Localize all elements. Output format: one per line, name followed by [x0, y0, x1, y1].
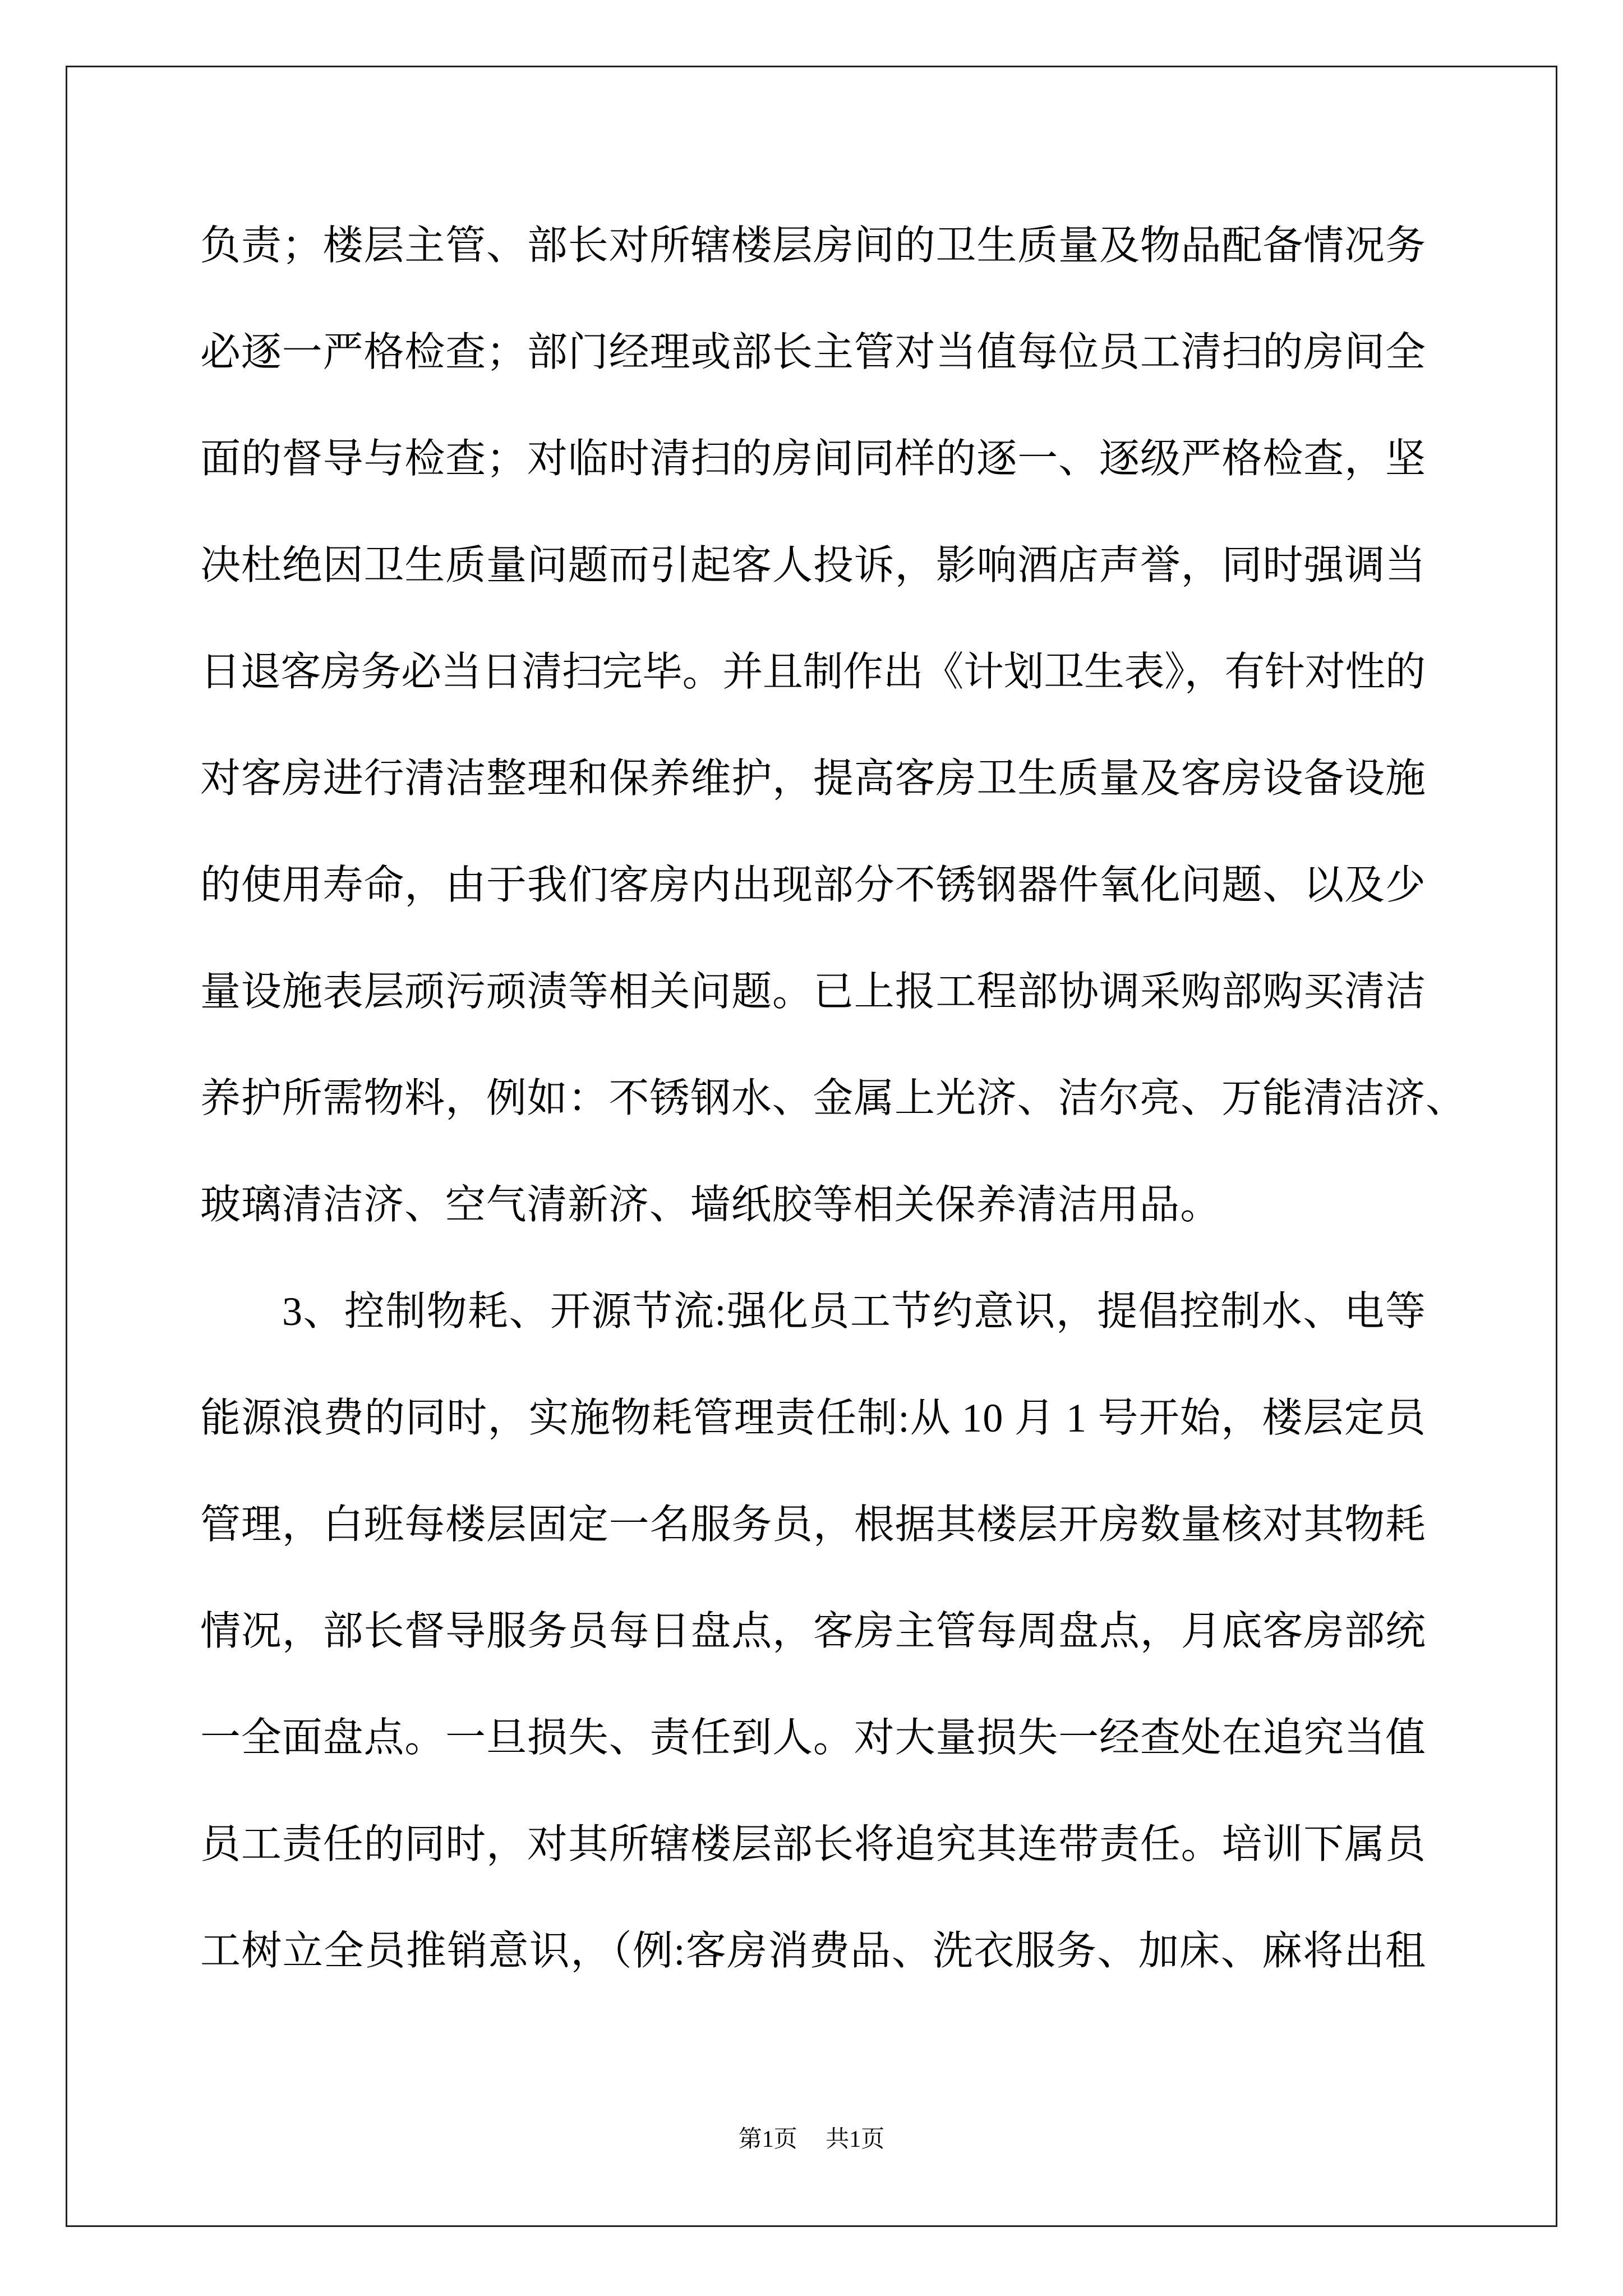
body-line: 一全面盘点。一旦损失、责任到人。对大量损失一经查处在追究当值	[200, 1715, 1426, 1760]
body-line: 情况，部长督导服务员每日盘点，客房主管每周盘点，月底客房部统	[200, 1609, 1426, 1654]
body-line: 决杜绝因卫生质量问题而引起客人投诉，影响酒店声誉，同时强调当	[200, 543, 1426, 588]
body-line: 对客房进行清洁整理和保养维护，提高客房卫生质量及客房设备设施	[200, 756, 1426, 801]
body-line: 的使用寿命，由于我们客房内出现部分不锈钢器件氧化问题、以及少	[200, 863, 1426, 908]
body-line: 负责；楼层主管、部长对所辖楼层房间的卫生质量及物品配备情况务	[200, 223, 1426, 268]
page-footer: 第1页 共1页	[738, 2127, 885, 2152]
body-line: 面的督导与检查；对临时清扫的房间同样的逐一、逐级严格检查，坚	[200, 436, 1426, 481]
body-line: 能源浪费的同时，实施物耗管理责任制:从 10 月 1 号开始，楼层定员	[200, 1396, 1427, 1441]
body-line: 员工责任的同时，对其所辖楼层部长将追究其连带责任。培训下属员	[200, 1822, 1426, 1867]
paragraph	[200, 1258, 1467, 2004]
body-line: 管理，白班每楼层固定一名服务员，根据其楼层开房数量核对其物耗	[200, 1502, 1426, 1547]
body-line: 3、控制物耗、开源节流:强化员工节约意识，提倡控制水、电等	[282, 1289, 1427, 1334]
body-line: 日退客房务必当日清扫完毕。并且制作出《计划卫生表》，有针对性的	[200, 650, 1426, 694]
document-body	[200, 192, 1467, 2004]
body-line: 工树立全员推销意识，（例:客房消费品、洗衣服务、加床、麻将出租	[200, 1929, 1427, 1973]
body-line: 量设施表层顽污顽渍等相关问题。已上报工程部协调采购部购买清洁	[200, 969, 1426, 1014]
body-line: 玻璃清洁济、空气清新济、墙纸胶等相关保养清洁用品。	[200, 1182, 1221, 1227]
body-line: 养护所需物料，例如：不锈钢水、金属上光济、洁尔亮、万能清洁济、	[200, 1076, 1467, 1121]
paragraph	[200, 192, 1467, 1258]
body-line: 必逐一严格检查；部门经理或部长主管对当值每位员工清扫的房间全	[200, 330, 1426, 375]
